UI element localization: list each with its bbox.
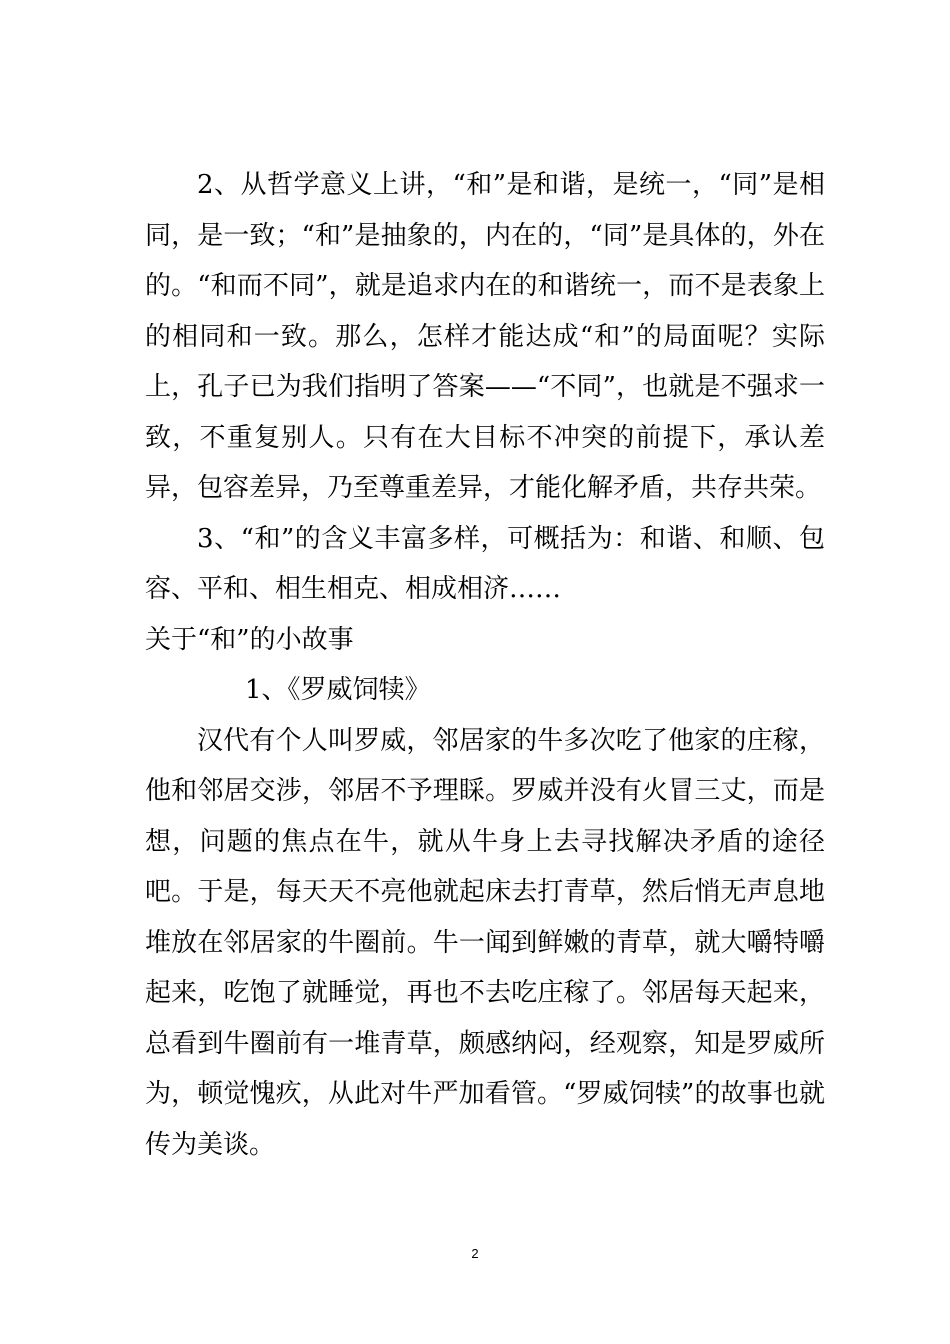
- story-body: 汉代有个人叫罗威，邻居家的牛多次吃了他家的庄稼，他和邻居交涉，邻居不予理睬。罗威并没有火冒三丈，而是想，问题的焦点在牛，就从牛身上去寻找解决矛盾的途径吧。于是，每天天不亮他就起床去打青草，然后悄无声息地堆放在邻居家的牛圈前。牛一闻到鲜嫩的青草，就大嚼特嚼起来，吃饱了就睡觉，再也不去吃庄稼了。邻居每天起来，总看到牛圈前有一堆青草，颇感纳闷，经观察，知是罗威所为，顿觉愧疚，从此对牛严加看管。“罗威饲犊”的故事也就传为美谈。: [145, 725, 825, 1160]
- story-title: 1、《罗威饲犊》: [245, 675, 431, 705]
- paragraph-3: 3、“和”的含义丰富多样，可概括为：和谐、和顺、包容、平和、相生相克、相成相济……: [145, 523, 825, 604]
- section-heading: 关于“和”的小故事: [145, 624, 354, 655]
- page-number: 2: [471, 1246, 479, 1261]
- paragraph-2: 2、从哲学意义上讲，“和”是和谐，是统一，“同”是相同，是一致；“和”是抽象的，内在的，“同”是具体的，外在的。“和而不同”，就是追求内在的和谐统一，而不是表象上的相同和一致。那么，怎样才能达成“和”的局面呢？实际上，孔子已为我们指明了答案——“不同”，也就是不强求一致，不重复别人。只有在大目标不冲突的前提下，承认差异，包容差异，乃至尊重差异，才能化解矛盾，共存共荣。: [145, 170, 825, 503]
- body-text: [145, 160, 825, 1170]
